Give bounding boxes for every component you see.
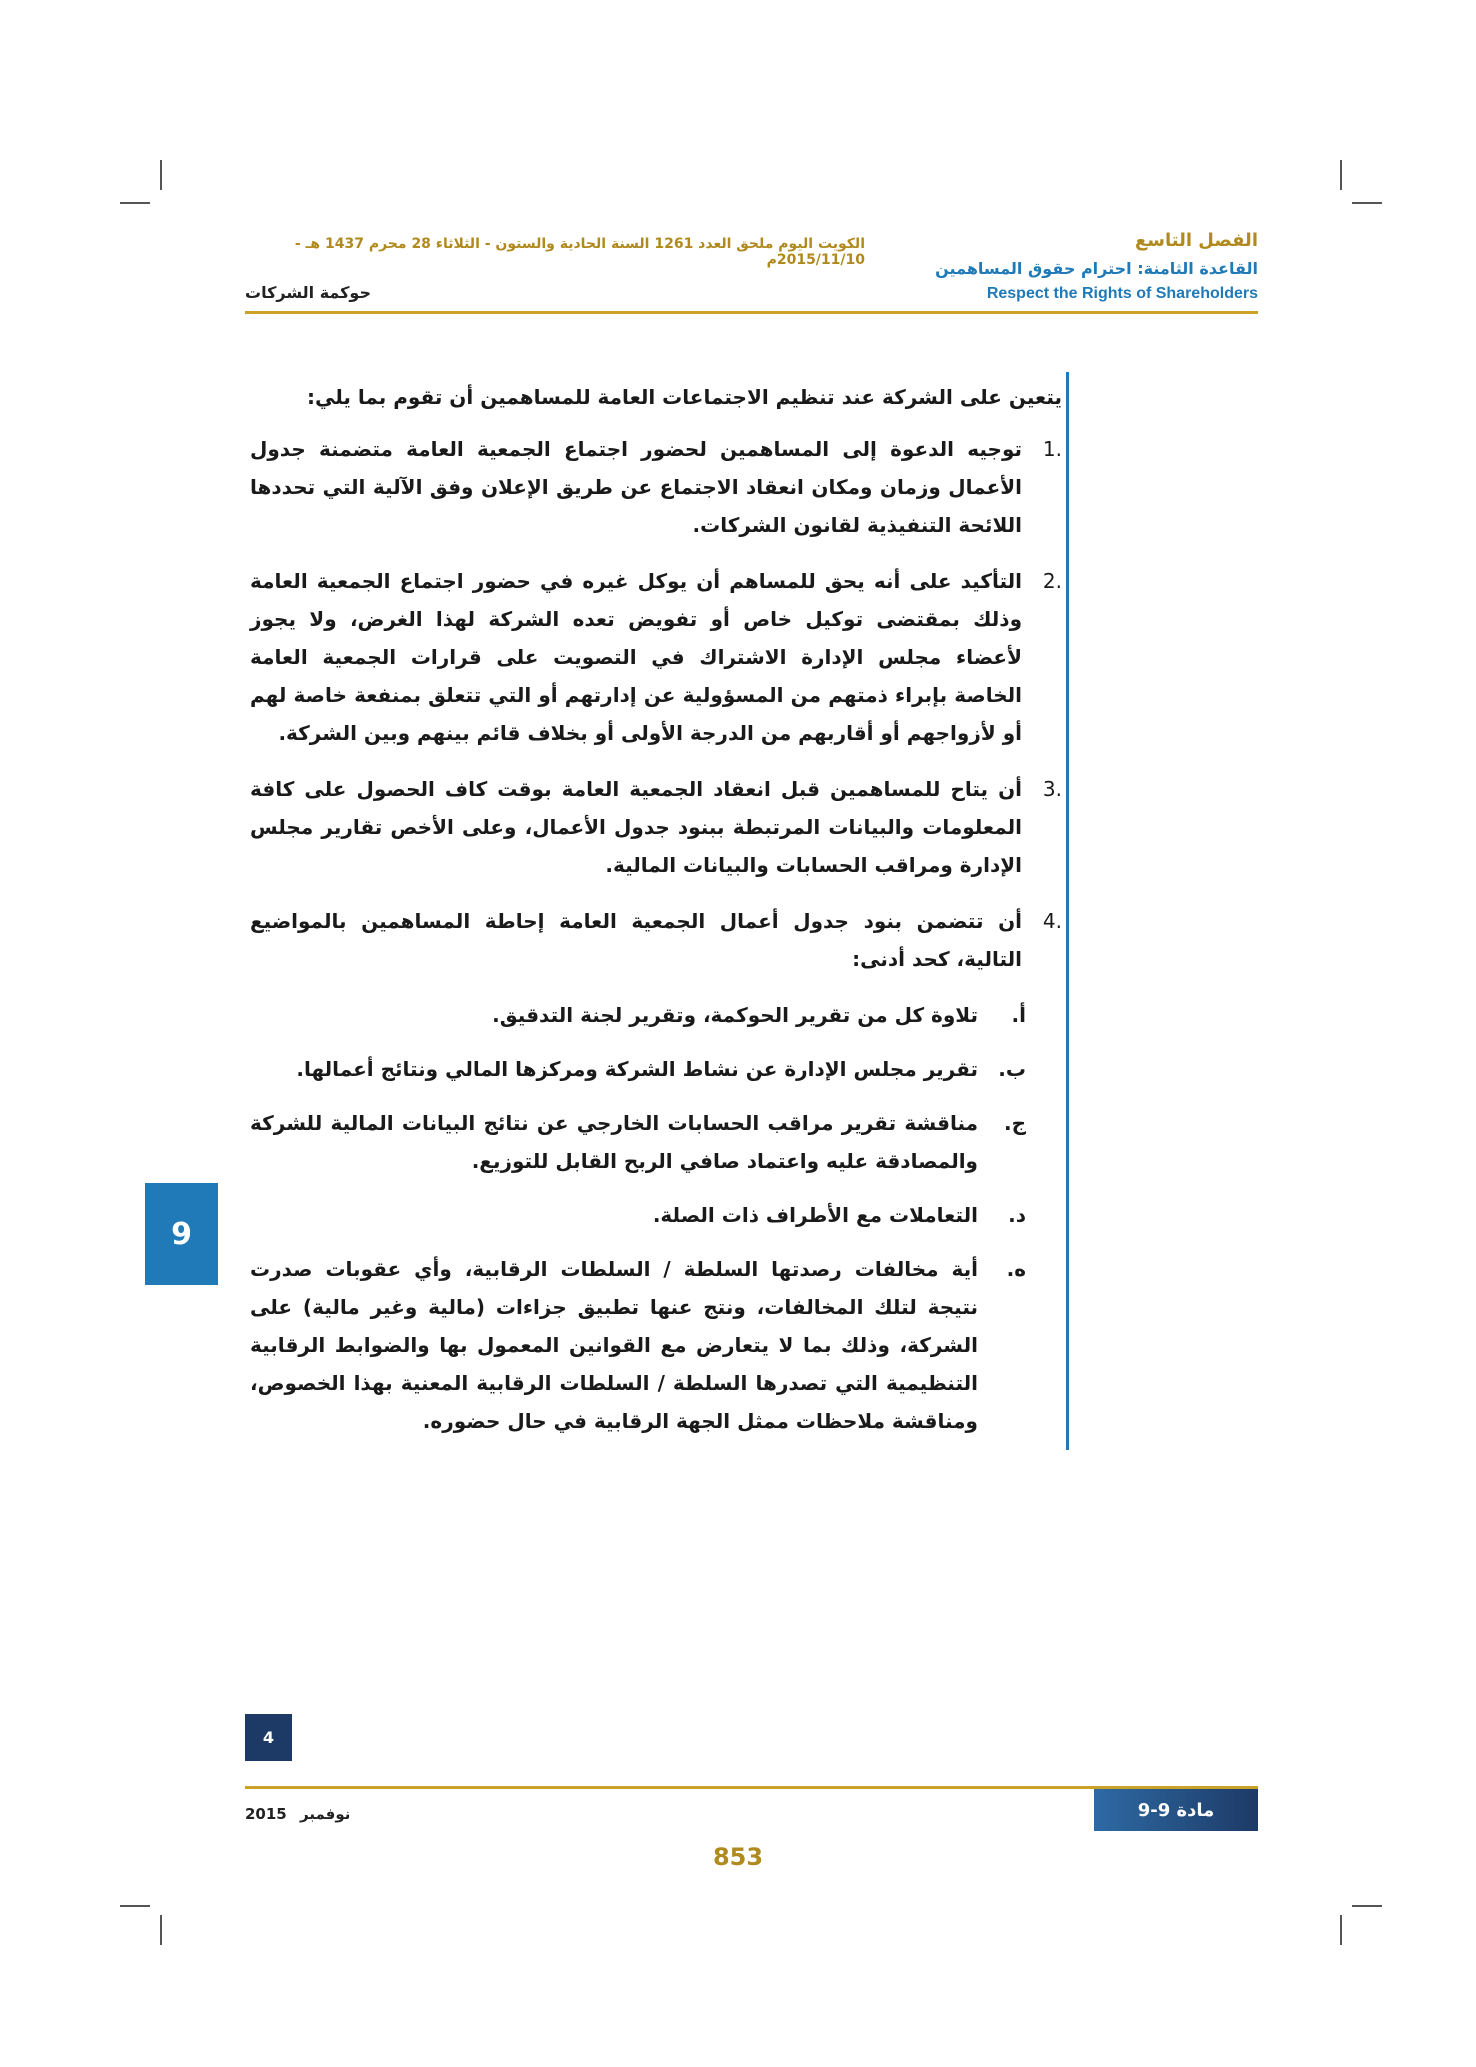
item-text: التأكيد على أنه يحق للمساهم أن يوكل غيره في حضور اجتماع الجمعية العامة وذلك بمقتضى توكيل خاص أو تفويض تعده الشركة لهذا الغرض، ولا يجوز لأعضاء مجلس الإدارة الاشتراك في التصويت على قرارات الجمعية العامة الخاصة بإبراء ذمتهم من المسؤولية عن إدارتهم أو التي تتعلق بمنفعة خاصة لهم أو لأزواجهم أو أقاربهم من الدرجة الأولى أو بخلاف قائم بينهم وبين الشركة. xyxy=(250,569,1022,745)
sub-item-text: التعاملات مع الأطراف ذات الصلة. xyxy=(652,1203,978,1227)
crop-mark xyxy=(1340,1915,1342,1945)
intro-paragraph: يتعين على الشركة عند تنظيم الاجتماعات العامة للمساهمين أن تقوم بما يلي: xyxy=(306,385,1062,409)
sub-list-item xyxy=(250,1050,1062,1088)
item-number: .1 xyxy=(1042,437,1062,461)
sub-list-item xyxy=(250,1104,1062,1180)
sub-list-item xyxy=(250,1250,1062,1440)
crop-mark xyxy=(160,160,162,190)
footer-year: 2015 xyxy=(245,1805,287,1823)
footer-month: نوفمبر xyxy=(299,1805,351,1823)
gazette-line: الكويت اليوم ملحق العدد 1261 السنة الحادية والستون - الثلاثاء 28 محرم 1437 هـ - 2015/11/10م xyxy=(294,236,865,268)
company-governance-title: حوكمة الشركات xyxy=(245,283,371,302)
sub-item-letter: ب. xyxy=(998,1057,1026,1081)
list-item xyxy=(250,430,1062,544)
sub-item-letter: ه. xyxy=(1006,1257,1026,1281)
item-number: .4 xyxy=(1042,909,1062,933)
sub-item-text: أية مخالفات رصدتها السلطة / السلطات الرقابية، وأي عقوبات صدرت نتيجة لتلك المخالفات، ونتج عنها تطبيق جزاءات (مالية وغير مالية) على الشركة، وذلك بما لا يتعارض مع القوانين المعمول بها والضوابط الرقابية التنظيمية التي تصدرها السلطة / السلطات الرقابية المعنية بهذا الخصوص، ومناقشة ملاحظات ممثل الجهة الرقابية في حال حضوره. xyxy=(250,1257,978,1433)
footer-date xyxy=(245,1805,350,1823)
chapter-title: الفصل التاسع xyxy=(1135,230,1258,251)
crop-mark xyxy=(160,1915,162,1945)
crop-mark xyxy=(120,202,150,204)
item-text: أن يتاح للمساهمين قبل انعقاد الجمعية العامة بوقت كاف الحصول على كافة المعلومات والبيانات المرتبطة ببنود جدول الأعمال، وعلى الأخص تقارير مجلس الإدارة ومراقب الحسابات والبيانات المالية. xyxy=(250,777,1022,877)
list-item xyxy=(250,902,1062,978)
chapter-side-tab: 9 xyxy=(145,1183,218,1285)
sub-list-item xyxy=(250,1196,1062,1234)
item-text: أن تتضمن بنود جدول أعمال الجمعية العامة إحاطة المساهمين بالمواضيع التالية، كحد أدنى: xyxy=(250,909,1022,971)
crop-mark xyxy=(1352,1905,1382,1907)
rule-title-english: Respect the Rights of Shareholders xyxy=(986,285,1258,302)
item-text: توجيه الدعوة إلى المساهمين لحضور اجتماع الجمعية العامة متضمنة جدول الأعمال وزمان ومكان انعقاد الاجتماع عن طريق الإعلان وفق الآلية التي تحددها اللائحة التنفيذية لقانون الشركات. xyxy=(250,437,1022,537)
crop-mark xyxy=(1340,160,1342,190)
sub-item-letter: ج. xyxy=(1003,1111,1026,1135)
rule-title-arabic: القاعدة الثامنة: احترام حقوق المساهمين xyxy=(935,259,1258,278)
sub-item-text: تقرير مجلس الإدارة عن نشاط الشركة ومركزها المالي ونتائج أعمالها. xyxy=(296,1057,978,1081)
item-number: .2 xyxy=(1042,569,1062,593)
sub-item-text: تلاوة كل من تقرير الحوكمة، وتقرير لجنة التدقيق. xyxy=(492,1003,978,1027)
sub-item-letter: د. xyxy=(1008,1203,1026,1227)
document-body xyxy=(250,378,1062,1456)
sub-list-item xyxy=(250,996,1062,1034)
crop-mark xyxy=(120,1905,150,1907)
list-item xyxy=(250,770,1062,884)
item-number: .3 xyxy=(1042,777,1062,801)
page-box: 4 xyxy=(245,1714,292,1761)
article-tab: مادة 9-9 xyxy=(1094,1789,1258,1831)
list-item xyxy=(250,562,1062,752)
header-divider xyxy=(245,311,1258,314)
sub-item-text: مناقشة تقرير مراقب الحسابات الخارجي عن نتائج البيانات المالية للشركة والمصادقة عليه واعتماد صافي الربح القابل للتوزيع. xyxy=(250,1111,978,1173)
content-side-rule xyxy=(1066,372,1069,1450)
sub-item-letter: أ. xyxy=(1011,1003,1026,1027)
page-number: 853 xyxy=(712,1843,764,1871)
crop-mark xyxy=(1352,202,1382,204)
